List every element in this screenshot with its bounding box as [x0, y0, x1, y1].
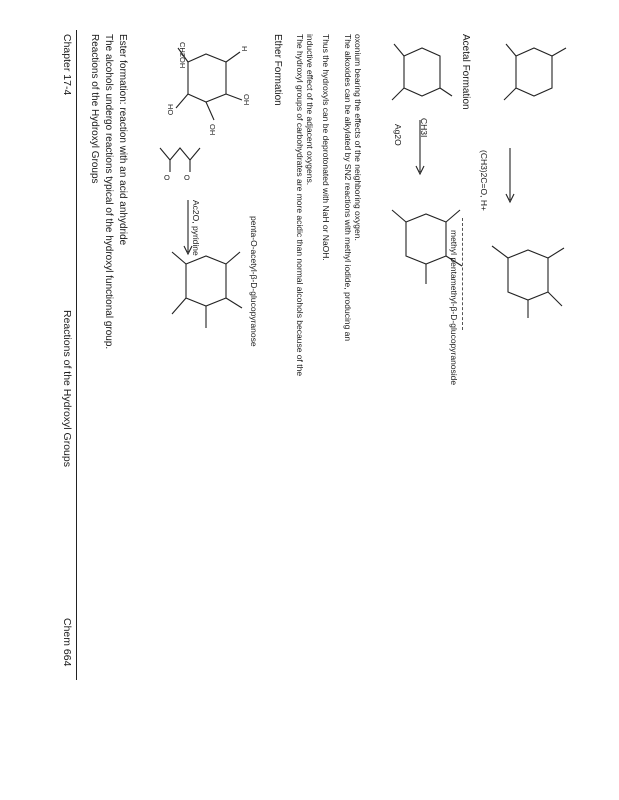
oh-label: OH — [242, 94, 251, 106]
ether-paragraph-1b: inductive effect of the adjacent oxygens. — [305, 34, 315, 186]
oh-label: OH — [208, 124, 217, 136]
section-heading-ether: Ether Formation — [272, 34, 283, 106]
acetylated-product-structure — [160, 238, 250, 358]
ester-intro-text: Ester formation: reaction with an acid anhydride — [117, 34, 128, 246]
chapter-label: Chapter 17-4 — [61, 34, 73, 96]
section-heading-hydroxyl: Reactions of the Hydroxyl Groups — [89, 34, 100, 184]
page-title: Reactions of the Hydroxyl Groups — [61, 310, 73, 467]
ether-paragraph-2: Thus the hydroxyls can be deprotonated with NaH or NaOH. — [321, 34, 331, 261]
page-number: Chem 664 — [61, 618, 73, 667]
methylated-product-label: methyl pentamethyl-β-D-glucopyranoside — [449, 230, 459, 386]
ether-reagent-bottom: CH3I — [419, 118, 429, 138]
glucose-structure-2 — [378, 30, 458, 130]
header-rule — [76, 30, 77, 680]
ho-label: HO — [166, 104, 175, 116]
section-heading-acetal: Acetal Formation — [460, 34, 471, 110]
o-label: O — [184, 173, 190, 182]
hydroxyl-intro-text: The alcohols undergo reactions typical of the hydroxyl functional group. — [103, 34, 114, 350]
anhydride-structure — [150, 138, 210, 198]
acetylated-product-label: penta-O-acetyl-β-D-glucopyranose — [249, 216, 259, 347]
ch2oh-label: CH2OH — [178, 42, 187, 69]
dashed-divider — [462, 218, 463, 330]
h-label: H — [240, 46, 249, 52]
o-label: O — [164, 173, 170, 182]
ether-paragraph-1a: The hydroxyl groups of carbohydrates are more acidic than normal alcohols because of the — [295, 34, 305, 377]
anhydride-reagent: Ac2O, pyridine — [191, 200, 201, 256]
glucose-structure-3 — [490, 30, 570, 130]
ether-paragraph-3b: oxonium bearing the effects of the neighboring oxygen. — [353, 34, 363, 241]
acetal-reagent: (CH3)2C=O, H+ — [479, 150, 489, 211]
ether-reagent-top: Ag2O — [393, 124, 403, 146]
ether-paragraph-3a: The alkoxides can be alkylated by SN2 reactions with methyl iodide, producing an — [343, 34, 353, 342]
acetonide-product-structure — [482, 232, 572, 332]
reaction-arrow-3 — [500, 148, 520, 208]
